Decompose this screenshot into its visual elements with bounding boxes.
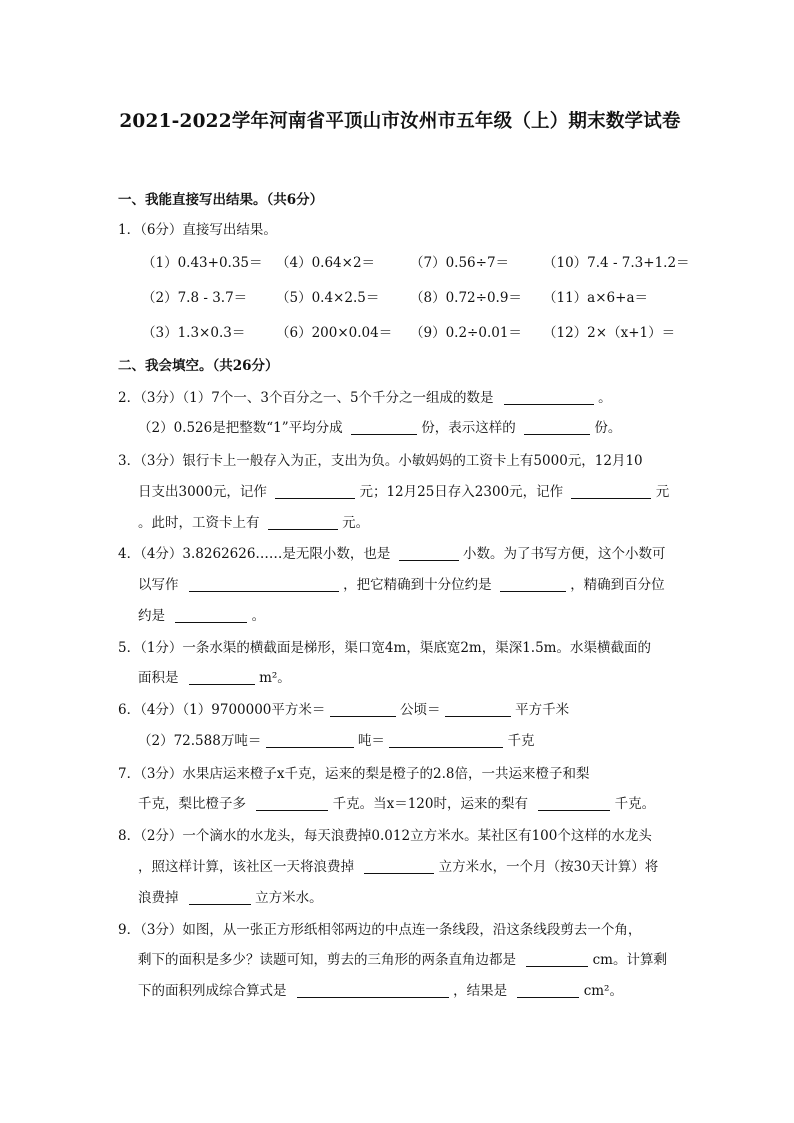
q8-line-1: 8．（2分）一个滴水的水龙头，每天浪费掉0.012立方米水。某社区有100个这样的水龙头 (118, 828, 652, 844)
page-title: 2021-2022学年河南省平顶山市汝州市五年级（上）期末数学试卷 (119, 111, 681, 132)
answer-blank[interactable] (189, 890, 251, 905)
calc-item: （3）1.3×0.3＝ (142, 325, 246, 341)
q5-line-1: 5．（1分）一条水渠的横截面是梯形，渠口宽4m，渠底宽2m，渠深1.5m。水渠横截面的 (118, 640, 651, 656)
calc-item: （5）0.4×2.5＝ (276, 290, 380, 306)
q3-text: 元；12月25日存入2300元，记作 (359, 484, 564, 500)
q2-text: 份，表示这样的 (421, 420, 516, 436)
calc-item: （8）0.72÷0.9＝ (410, 290, 522, 306)
answer-blank[interactable] (504, 390, 594, 405)
calc-item: （10）7.4 - 7.3+1.2＝ (543, 255, 690, 271)
q7-text: 千克。 (614, 796, 656, 812)
q3-text: 元 (655, 484, 670, 500)
answer-blank[interactable] (351, 420, 417, 435)
q6-line-1 (118, 698, 569, 718)
answer-blank[interactable] (266, 733, 354, 748)
q7-line-2 (138, 792, 655, 812)
answer-blank[interactable] (330, 702, 396, 717)
answer-blank[interactable] (175, 608, 247, 623)
answer-blank[interactable] (445, 702, 511, 717)
q7-text: 千克。当x＝120时，运来的梨有 (332, 796, 528, 812)
q9-line-3 (138, 979, 623, 999)
q6-line-2 (138, 729, 535, 749)
q5-text: 面积是 (138, 670, 179, 686)
calc-item: （1）0.43+0.35＝ (142, 255, 263, 271)
answer-blank[interactable] (517, 983, 579, 998)
q6-text: （2）72.588万吨＝ (138, 733, 262, 749)
calc-item: （7）0.56÷7＝ (410, 255, 510, 271)
calc-item: （2）7.8 - 3.7＝ (142, 290, 248, 306)
answer-blank[interactable] (571, 484, 651, 499)
answer-blank[interactable] (524, 420, 590, 435)
q3-line-1: 3．（3分）银行卡上一般存入为正，支出为负。小敏妈妈的工资卡上有5000元，12月10 (118, 453, 643, 469)
q9-text: cm²。 (583, 983, 623, 999)
q9-text: 剩下的面积是多少？读题可知，剪去的三角形的两条直角边都是 (138, 952, 516, 968)
q6-text: 千克 (507, 733, 535, 749)
answer-blank[interactable] (526, 952, 588, 967)
q9-text: cm。计算剩 (592, 952, 667, 968)
q6-text: 平方千米 (515, 702, 570, 718)
calc-item: （9）0.2÷0.01＝ (410, 325, 522, 341)
section-2-heading: 二、我会填空。（共26分） (118, 358, 279, 374)
answer-blank[interactable] (297, 983, 449, 998)
q4-line-1 (118, 542, 666, 562)
calc-item: （11）a×6+a＝ (543, 290, 648, 306)
answer-blank[interactable] (189, 670, 255, 685)
q9-text: 下的面积列成综合算式是 (138, 983, 287, 999)
q2-line-1 (118, 386, 612, 406)
q1-stem: 1．（6分）直接写出结果。 (118, 222, 277, 238)
q8-text: ，照这样计算，该社区一天将浪费掉 (138, 859, 354, 875)
answer-blank[interactable] (364, 859, 434, 874)
q9-text: ，结果是 (453, 983, 508, 999)
calc-item: （12）2×（x+1）＝ (543, 325, 676, 341)
q6-text: 6．（4分）（1）9700000平方米＝ (118, 702, 326, 718)
q4-text: 约是 (138, 608, 165, 624)
q2-text: 。 (598, 390, 612, 406)
q7-line-1: 7．（3分）水果店运来橙子x千克，运来的梨是橙子的2.8倍，一共运来橙子和梨 (118, 766, 590, 782)
q4-text: 。 (251, 608, 266, 624)
q9-line-2 (138, 948, 667, 968)
q4-text: 小数。为了书写方便，这个小数可 (463, 546, 666, 562)
calc-item: （6）200×0.04＝ (276, 325, 393, 341)
q8-text: 浪费掉 (138, 890, 179, 906)
q8-line-3 (138, 886, 323, 906)
q4-text: ，把它精确到十分位约是 (343, 577, 492, 593)
q5-line-2 (138, 666, 291, 686)
q8-text: 立方米水。 (255, 890, 323, 906)
q8-line-2 (138, 855, 658, 875)
calc-item: （4）0.64×2＝ (276, 255, 376, 271)
q2-text: （2）0.526是把整数“1”平均分成 (138, 420, 343, 436)
q5-text: m²。 (259, 670, 291, 686)
q6-text: 公顷＝ (400, 702, 441, 718)
answer-blank[interactable] (538, 796, 610, 811)
answer-blank[interactable] (256, 796, 328, 811)
q3-line-3 (138, 511, 369, 531)
q3-text: 。此时，工资卡上有 (138, 515, 260, 531)
q4-line-3 (138, 604, 265, 624)
answer-blank[interactable] (275, 484, 355, 499)
q4-text: 以写作 (138, 577, 179, 593)
answer-blank[interactable] (189, 577, 339, 592)
q3-text: 元。 (342, 515, 370, 531)
q3-line-2 (138, 480, 669, 500)
q7-text: 千克，梨比橙子多 (138, 796, 246, 812)
q4-text: ，精确到百分位 (570, 577, 665, 593)
q3-text: 日支出3000元，记作 (138, 484, 267, 500)
answer-blank[interactable] (268, 515, 338, 530)
answer-blank[interactable] (500, 577, 566, 592)
q6-text: 吨＝ (357, 733, 385, 749)
q2-line-2 (138, 416, 621, 436)
q9-line-1: 9．（3分）如图，从一张正方形纸相邻两边的中点连一条线段，沿这条线段剪去一个角， (118, 922, 642, 938)
section-1-heading: 一、我能直接写出结果。（共6分） (118, 192, 324, 208)
q8-text: 立方米水，一个月（按30天计算）将 (438, 859, 659, 875)
q4-text: 4．（4分）3.8262626……是无限小数，也是 (118, 546, 391, 562)
q2-text: 份。 (594, 420, 622, 436)
q4-line-2 (138, 573, 665, 593)
answer-blank[interactable] (389, 733, 503, 748)
q2-text: 2．（3分）（1）7个一、3个百分之一、5个千分之一组成的数是 (118, 390, 494, 406)
answer-blank[interactable] (399, 546, 459, 561)
